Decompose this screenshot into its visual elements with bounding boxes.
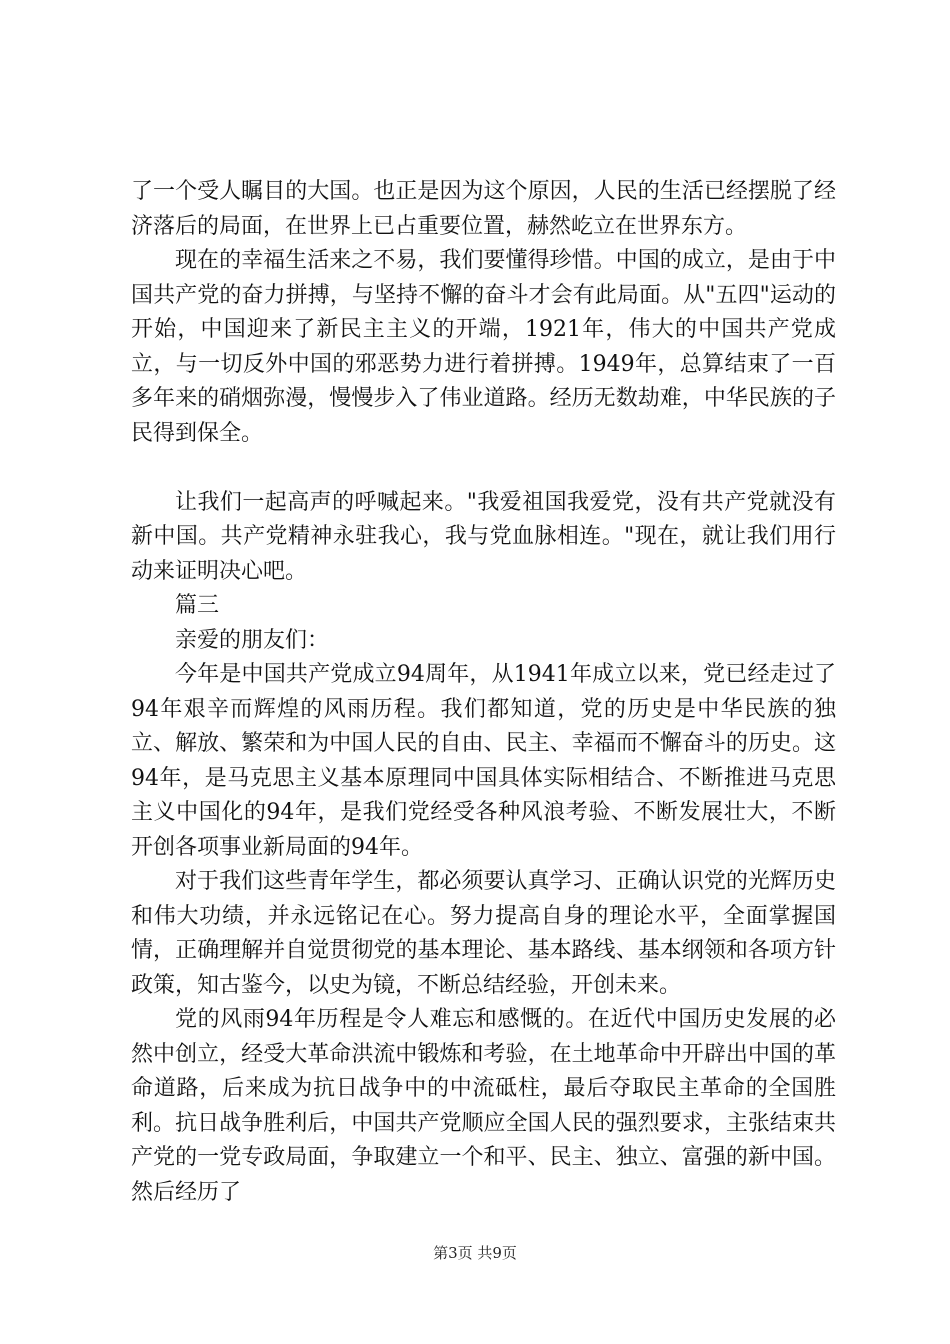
paragraph-call: 让我们一起高声的呼喊起来。"我爱祖国我爱党，没有共产党就没有新中国。共产党精神永驻我心，我与党血脉相连。"现在，就让我们用行动来证明决心吧。	[131, 489, 836, 584]
paragraph-students: 对于我们这些青年学生，都必须要认真学习、正确认识党的光辉历史和伟大功绩，并永远铭记在心。努力提高自身的理论水平，全面掌握国情，正确理解并自觉贯彻党的基本理论、基本路线、基本纲领和各项方针政策，知古鉴今，以史为镜，不断总结经验，开创未来。	[131, 869, 836, 998]
page-number-footer: 第3页 共9页	[433, 1244, 517, 1262]
paragraph-continuation: 了一个受人瞩目的大国。也正是因为这个原因，人民的生活已经摆脱了经济落后的局面，在世界上已占重要位置，赫然屹立在世界东方。	[131, 179, 836, 239]
paragraph-history: 党的风雨94年历程是令人难忘和感慨的。在近代中国历史发展的必然中创立，经受大革命洪流中锻炼和考验，在土地革命中开辟出中国的革命道路，后来成为抗日战争中的中流砥柱，最后夺取民主革命的全国胜利。抗日战争胜利后，中国共产党顺应全国人民的强烈要求，主张结束共产党的一党专政局面，争取建立一个和平、民主、独立、富强的新中国。然后经历了	[131, 1007, 836, 1205]
section-heading: 篇三	[175, 593, 220, 618]
paragraph-happiness: 现在的幸福生活来之不易，我们要懂得珍惜。中国的成立，是由于中国共产党的奋力拼搏，与坚持不懈的奋斗才会有此局面。从"五四"运动的开始，中国迎来了新民主主义的开端，1921年，伟大的中国共产党成立，与一切反外中国的邪恶势力进行着拼搏。1949年，总算结束了一百多年来的硝烟弥漫，慢慢步入了伟业道路。经历无数劫难，中华民族的子民得到保全。	[131, 248, 836, 446]
paragraph-anniversary: 今年是中国共产党成立94周年，从1941年成立以来，党已经走过了94年艰辛而辉煌的风雨历程。我们都知道，党的历史是中华民族的独立、解放、繁荣和为中国人民的自由、民主、幸福而不懈奋斗的历史。这94年，是马克思主义基本原理同中国具体实际相结合、不断推进马克思主义中国化的94年，是我们党经受各种风浪考验、不断发展壮大，不断开创各项事业新局面的94年。	[131, 662, 836, 860]
salutation: 亲爱的朋友们：	[175, 627, 330, 653]
document-body	[131, 175, 836, 1210]
